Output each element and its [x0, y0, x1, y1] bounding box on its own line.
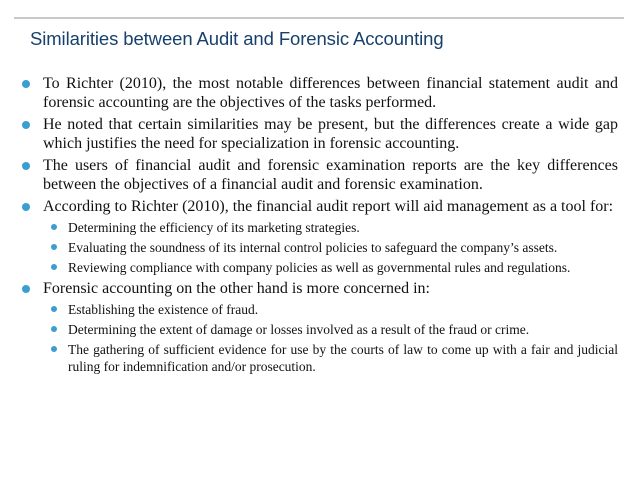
sub-bullet-text: Reviewing compliance with company policies as well as governmental rules and regulations.	[68, 260, 571, 275]
sub-bullet-item	[50, 239, 618, 256]
bullet-dot-icon	[22, 203, 30, 211]
bullet-text: Forensic accounting on the other hand is more concerned in:	[43, 280, 430, 297]
sub-bullet-text: Evaluating the soundness of its internal control policies to safeguard the company’s assets.	[68, 240, 558, 255]
slide-content	[20, 74, 618, 378]
top-divider	[14, 17, 624, 19]
bullet-dot-icon	[51, 326, 57, 332]
slide-title: Similarities between Audit and Forensic Accounting	[30, 28, 444, 49]
bullet-item	[20, 156, 618, 194]
bullet-text: The users of financial audit and forensic examination reports are the key differences between the objectives of a financial audit and forensic examination.	[43, 157, 618, 193]
bullet-dot-icon	[51, 264, 57, 270]
bullet-item	[20, 197, 618, 216]
bullet-text: According to Richter (2010), the financial audit report will aid management as a tool for:	[43, 198, 614, 215]
sub-bullet-text: Determining the extent of damage or losses involved as a result of the fraud or crime.	[68, 322, 530, 337]
sub-bullet-item	[50, 259, 618, 276]
bullet-dot-icon	[51, 244, 57, 250]
sub-bullet-text: Establishing the existence of fraud.	[68, 302, 259, 317]
sub-bullet-text: The gathering of sufficient evidence for use by the courts of law to come up with a fair and judicial ruling for indemnification and/or prosecution.	[68, 342, 618, 374]
bullet-text: He noted that certain similarities may be present, but the differences create a wide gap which justifies the need for specialization in forensic accounting.	[43, 116, 618, 152]
bullet-dot-icon	[22, 285, 30, 293]
bullet-dot-icon	[51, 224, 57, 230]
bullet-item	[20, 115, 618, 153]
bullet-dot-icon	[22, 80, 30, 88]
bullet-text: To Richter (2010), the most notable differences between financial statement audit and forensic accounting are the objectives of the tasks performed.	[43, 75, 618, 111]
sub-bullet-item	[50, 321, 618, 338]
bullet-dot-icon	[22, 121, 30, 129]
bullet-dot-icon	[51, 306, 57, 312]
sub-bullet-text: Determining the efficiency of its marketing strategies.	[68, 220, 360, 235]
bullet-dot-icon	[51, 346, 57, 352]
sub-bullet-item	[50, 219, 618, 236]
sub-bullet-item	[50, 341, 618, 375]
bullet-dot-icon	[22, 162, 30, 170]
sub-bullet-item	[50, 301, 618, 318]
bullet-item	[20, 74, 618, 112]
bullet-item	[20, 279, 618, 298]
